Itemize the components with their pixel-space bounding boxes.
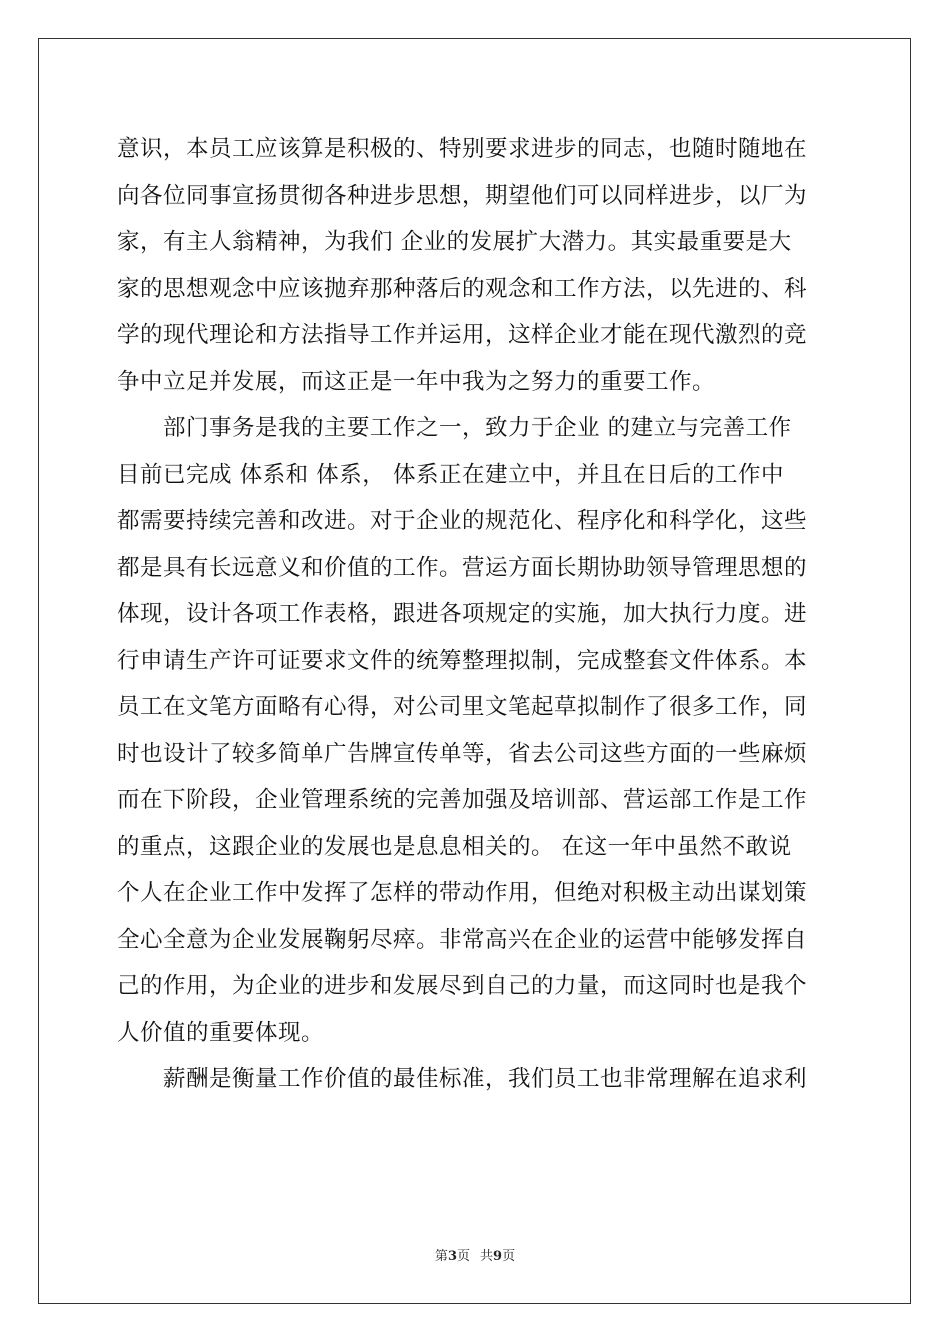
total-prefix: 共 bbox=[480, 1249, 494, 1264]
text-line: 而在下阶段，企业管理系统的完善加强及培训部、营运部工作是工作 bbox=[117, 787, 808, 813]
text-line: 向各位同事宣扬贯彻各种进步思想，期望他们可以同样进步，以厂为 bbox=[117, 182, 808, 209]
text-line: 己的作用，为企业的进步和发展尽到自己的力量，而这同时也是我个 bbox=[117, 973, 808, 999]
text-line: 家，有主人翁精神，为我们 企业的发展扩大潜力。其实最重要是大 bbox=[117, 229, 792, 255]
text-line: 意识，本员工应该算是积极的、特别要求进步的同志，也随时随地在 bbox=[117, 136, 808, 162]
text-line: 部门事务是我的主要工作之一，致力于企业 的建立与完善工作 bbox=[117, 415, 792, 441]
page-footer bbox=[0, 1245, 950, 1264]
text-line: 学的现代理论和方法指导工作并运用，这样企业才能在现代激烈的竞 bbox=[117, 322, 808, 348]
text-line: 都需要持续完善和改进。对于企业的规范化、程序化和科学化，这些 bbox=[117, 508, 808, 534]
text-line: 时也设计了较多简单广告牌宣传单等，省去公司这些方面的一些麻烦 bbox=[117, 740, 808, 767]
total-suffix: 页 bbox=[502, 1249, 516, 1264]
text-line: 行申请生产许可证要求文件的统筹整理拟制，完成整套文件体系。本 bbox=[117, 647, 808, 674]
text-line: 薪酬是衡量工作价值的最佳标准，我们员工也非常理解在追求利 bbox=[117, 1066, 808, 1092]
text-line: 员工在文笔方面略有心得，对公司里文笔起草拟制作了很多工作，同 bbox=[117, 694, 808, 720]
text-line: 争中立足并发展，而这正是一年中我为之努力的重要工作。 bbox=[117, 368, 716, 395]
page-prefix: 第 bbox=[434, 1249, 448, 1264]
text-line: 目前已完成 体系和 体系， 体系正在建立中，并且在日后的工作中 bbox=[117, 461, 784, 488]
text-line: 个人在企业工作中发挥了怎样的带动作用，但绝对积极主动出谋划策 bbox=[117, 880, 808, 906]
page-suffix: 页 bbox=[456, 1249, 470, 1264]
text-line: 体现，设计各项工作表格，跟进各项规定的实施，加大执行力度。进 bbox=[117, 601, 808, 627]
text-line: 都是具有长远意义和价值的工作。营运方面长期协助领导管理思想的 bbox=[117, 554, 808, 581]
text-line: 的重点，这跟企业的发展也是息息相关的。 在这一年中虽然不敢说 bbox=[117, 833, 792, 860]
text-line: 人价值的重要体现。 bbox=[117, 1019, 325, 1046]
total-pages: 9 bbox=[493, 1249, 503, 1264]
text-line: 全心全意为企业发展鞠躬尽瘁。非常高兴在企业的运营中能够发挥自 bbox=[117, 926, 808, 953]
document-body bbox=[117, 126, 833, 1103]
text-line: 家的思想观念中应该抛弃那种落后的观念和工作方法，以先进的、科 bbox=[117, 275, 808, 302]
page-number: 3 bbox=[447, 1249, 457, 1264]
